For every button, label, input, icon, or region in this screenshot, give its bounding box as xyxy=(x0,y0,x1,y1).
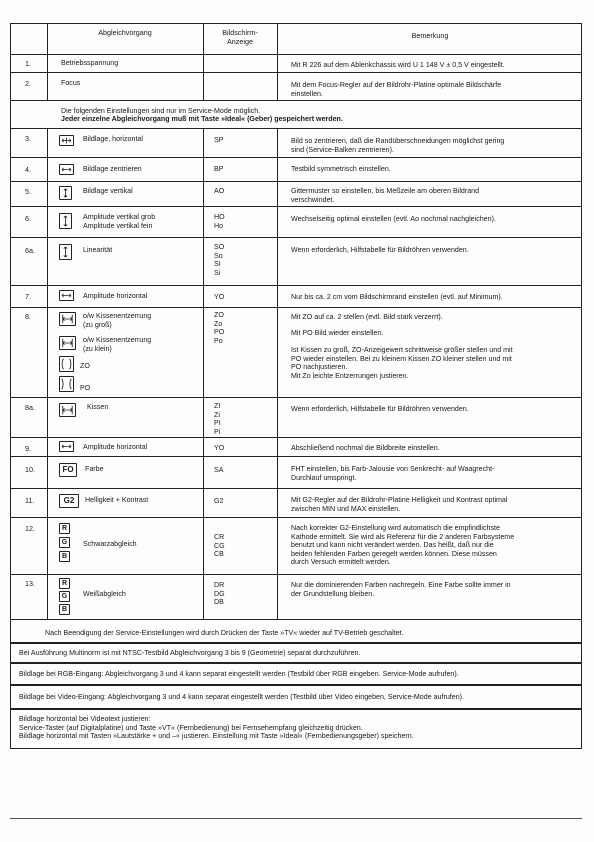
row-code: HO Ho xyxy=(214,213,225,230)
row-divider xyxy=(11,54,581,55)
pincushion-icon xyxy=(59,403,76,417)
horizontal-position-icon xyxy=(59,135,74,146)
row-divider xyxy=(11,237,581,238)
row-divider xyxy=(11,517,581,518)
row-code: ZI Zi PI Pi xyxy=(214,402,221,436)
row-label-2: o/w Kissenentzerrung (zu klein) xyxy=(83,336,152,353)
green-channel-icon: G xyxy=(59,591,70,602)
row-code: ZO Zo PO Po xyxy=(214,311,225,345)
row-divider xyxy=(11,206,581,207)
row-divider xyxy=(11,285,581,286)
row-label: Amplitude horizontal xyxy=(83,292,148,300)
adjustment-table xyxy=(10,23,582,643)
row-divider xyxy=(11,397,581,398)
row-number: 2. xyxy=(25,79,31,88)
row-label: Kissen xyxy=(87,403,109,411)
row-note: Mit ZO auf ca. 2 stellen (evtl. Bild stark verzerrt). xyxy=(291,313,443,321)
end-note: Nach Beendigung der Service-Einstellungen wird durch Drücken der Taste »TV« wieder auf TV-Betrieb geschaltet. xyxy=(45,629,404,637)
row-label: Helligkeit + Kontrast xyxy=(85,496,149,504)
row-code: CR CG CB xyxy=(214,533,225,559)
row-divider xyxy=(11,100,581,101)
blue-channel-icon: B xyxy=(59,604,70,615)
row-code: SO So SI Si xyxy=(214,243,225,277)
pincushion-shape-icon xyxy=(59,376,74,392)
row-label: Amplitude vertikal grob Amplitude vertikal fein xyxy=(83,213,156,230)
row-note: Bild so zentrieren, daß die Randüberschneidungen möglichst gering sind (Service-Balken zentrieren). xyxy=(291,137,505,154)
footer-box xyxy=(10,685,582,709)
row-code: AO xyxy=(214,187,225,195)
row-label: Schwarzabgleich xyxy=(83,540,137,548)
shape-label-zo: ZO xyxy=(80,362,90,370)
row-label: Farbe xyxy=(85,465,104,473)
horizontal-amplitude-icon xyxy=(59,290,74,301)
row-number: 4. xyxy=(25,165,31,174)
service-note-line1: Die folgenden Einstellungen sind nur im Service-Mode möglich. xyxy=(61,107,261,115)
row-divider xyxy=(11,488,581,489)
row-number: 8a. xyxy=(25,403,35,412)
row-divider xyxy=(11,128,581,129)
row-note: Wenn erforderlich, Hilfstabelle für Bildröhren verwenden. xyxy=(291,246,469,254)
row-label: Betriebsspannung xyxy=(61,59,119,67)
row-number: 12. xyxy=(25,524,35,533)
row-note: Testbild symmetrisch einstellen. xyxy=(291,165,391,173)
row-code: DR DG DB xyxy=(214,581,225,607)
vertical-position-icon xyxy=(59,186,72,200)
red-channel-icon: R xyxy=(59,578,70,589)
row-note: Abschließend nochmal die Bildbreite einstellen. xyxy=(291,444,440,452)
row-label: o/w Kissenentzerrung (zu groß) xyxy=(83,312,152,329)
row-note: Nach korrekter G2-Einstellung wird automatisch die empfindlichste Kathode ermittelt. Sie wird als Referenz für die 2 anderen Farbsysteme benutzt und kann nicht verändert werden. Das heißt, daß nur die beiden fehlenden Farben geregelt werden können. Diese müssen durch Versuch ermittelt werden. xyxy=(291,524,515,567)
pincushion-small-icon xyxy=(59,336,76,350)
vertical-amplitude-icon xyxy=(59,213,72,229)
footer-note: Bildlage bei Video-Eingang: Abgleichvorgang 3 und 4 kann separat eingestellt werden (Testbild über Video eingeben, Service-Mode aufrufen). xyxy=(19,693,464,701)
bottom-rule xyxy=(10,818,582,819)
row-label: Amplitude horizontal xyxy=(83,443,148,451)
barrel-shape-icon xyxy=(59,356,74,372)
col-divider xyxy=(203,128,204,619)
row-note: Mit R 226 auf dem Ablenkchassis wird U 1 148 V ± 0,5 V eingestellt. xyxy=(291,61,505,69)
row-divider xyxy=(11,157,581,158)
footer-box xyxy=(10,663,582,685)
row-label: Focus xyxy=(61,79,81,87)
horizontal-amplitude-icon xyxy=(59,441,74,452)
color-fo-icon: FO xyxy=(59,463,77,477)
row-note: Wechselseitig optimal einstellen (evtl. Ao nochmal nachgleichen). xyxy=(291,215,496,223)
red-channel-icon: R xyxy=(59,523,70,534)
row-note: Nur bis ca. 2 cm vom Bildschirmrand einstellen (evtl. auf Minimum). xyxy=(291,293,503,301)
row-divider xyxy=(11,307,581,308)
center-position-icon xyxy=(59,164,74,175)
row-label: Linearität xyxy=(83,246,113,254)
row-number: 3. xyxy=(25,134,31,143)
row-code: BP xyxy=(214,165,224,173)
row-note-3: Ist Kissen zu groß, ZO-Anzeigewert schrittweise größer stellen und mit PO wieder einstellen. Bei zu kleinem Kissen ZO kleiner stellen und mit PO nachjustieren. Mit Zo leichte Entzerrungen justieren. xyxy=(291,346,513,380)
header-remark: Bemerkung xyxy=(411,31,449,40)
row-divider xyxy=(11,619,581,620)
footer-box xyxy=(10,643,582,663)
linearity-icon xyxy=(59,244,72,260)
col-divider xyxy=(47,128,48,619)
row-number: 6a. xyxy=(25,246,35,255)
col-divider xyxy=(277,128,278,619)
row-note: Mit G2-Regler auf der Bildrohr-Platine Helligkeit und Kontrast optimal zwischen MIN und MAX einstellen. xyxy=(291,496,508,513)
row-number: 8. xyxy=(25,312,31,321)
row-divider xyxy=(11,574,581,575)
row-divider xyxy=(11,72,581,73)
service-note-line2: Jeder einzelne Abgleichvorgang muß mit Taste »Ideal« (Geber) gespeichert werden. xyxy=(61,115,343,123)
footer-note: Bildlage bei RGB-Eingang: Abgleichvorgang 3 und 4 kann separat eingestellt werden (Testbild über RGB eingeben. Service-Mode aufrufen). xyxy=(19,670,459,678)
blue-channel-icon: B xyxy=(59,551,70,562)
row-number: 13. xyxy=(25,579,35,588)
row-note-2: Mit PO Bild wieder einstellen. xyxy=(291,329,384,337)
row-code: G2 xyxy=(214,497,224,505)
row-code: SA xyxy=(214,466,224,474)
shape-label-po: PO xyxy=(80,384,91,392)
row-number: 1. xyxy=(25,59,31,68)
green-channel-icon: G xyxy=(59,537,70,548)
row-code: YO xyxy=(214,293,225,301)
row-number: 9. xyxy=(25,444,31,453)
row-note: Gittermuster so einstellen, bis Meßzeile am oberen Bildrand verschwindet. xyxy=(291,187,480,204)
row-number: 11. xyxy=(25,496,35,505)
row-label: Bildlage vertikal xyxy=(83,187,133,195)
footer-note: Bildlage horizontal bei Videotext justieren: Service-Taster (auf Digitalplatine) und Taste »VT« (Fernbedienung) bei Fernsehempfang gleichzeitig drücken. Bildlage horizontal mit Tasten »Lautstärke + und –« justieren. Einstellung mit Taste »Ideal« (Fernbedienungsgeber) speichern. xyxy=(19,715,414,741)
row-note: FHT einstellen, bis Farb-Jalousie von Senkrecht- auf Waagrecht- Durchlauf umspringt. xyxy=(291,465,495,482)
row-note: Mit dem Focus-Regler auf der Bildrohr-Platine optimale Bildschärfe einstellen. xyxy=(291,81,502,98)
row-note: Nur die dominierenden Farben nachregeln. Eine Farbe sollte immer in der Grundstellung bleiben. xyxy=(291,581,511,598)
header-display: Bildschirm- Anzeige xyxy=(222,28,258,46)
row-divider xyxy=(11,456,581,457)
row-label: Bildlage, horizontal xyxy=(83,135,143,143)
row-number: 7. xyxy=(25,292,31,301)
footer-box xyxy=(10,709,582,749)
row-label: Weißabgleich xyxy=(83,590,126,598)
row-divider xyxy=(11,437,581,438)
row-code: SP xyxy=(214,136,224,144)
row-number: 6. xyxy=(25,214,31,223)
g2-icon: G2 xyxy=(59,494,79,508)
header-procedure: Abgleichvorgang xyxy=(98,28,152,37)
row-number: 10. xyxy=(25,465,35,474)
footer-note: Bei Ausführung Multinorm ist mit NTSC-Testbild Abgleichvorgang 3 bis 9 (Geometrie) separat durchzuführen. xyxy=(19,649,361,657)
row-label: Bildlage zentrieren xyxy=(83,165,142,173)
row-divider xyxy=(11,181,581,182)
pincushion-large-icon xyxy=(59,312,76,326)
row-number: 5. xyxy=(25,187,31,196)
row-note: Wenn erforderlich, Hilfstabelle für Bildröhren verwenden. xyxy=(291,405,469,413)
row-code: YO xyxy=(214,444,225,452)
